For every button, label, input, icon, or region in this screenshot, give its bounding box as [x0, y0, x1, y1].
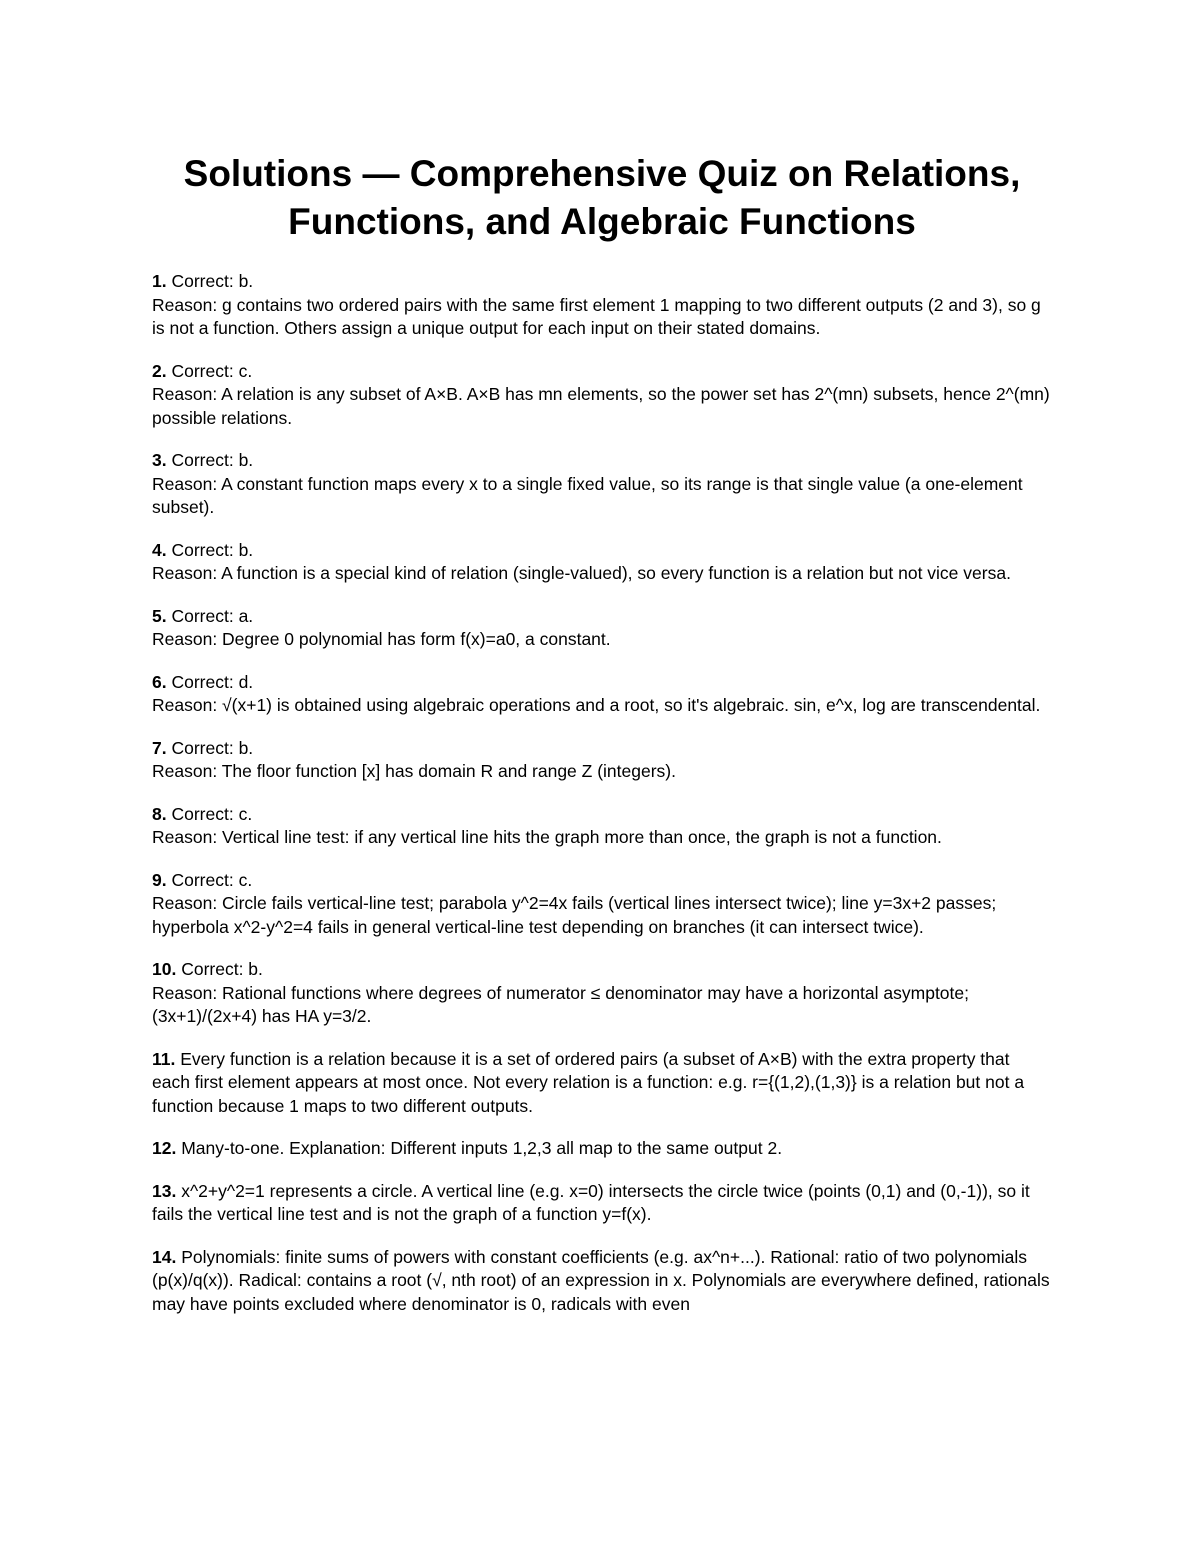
- item-text: Many-to-one. Explanation: Different inputs 1,2,3 all map to the same output 2.: [181, 1138, 783, 1158]
- item-answer: Correct: c.: [171, 803, 253, 824]
- item-answer: Correct: d.: [171, 671, 254, 692]
- item-number: 12.: [152, 1138, 177, 1158]
- solution-item-6: [152, 671, 1052, 718]
- solution-item-7: [152, 737, 1052, 784]
- item-reason: Reason: A function is a special kind of relation (single-valued), so every function is a relation but not vice versa.: [152, 563, 1011, 583]
- item-answer: Correct: c.: [171, 360, 253, 381]
- item-number: 11.: [152, 1048, 176, 1069]
- page-title-line-2: Functions, and Algebraic Functions: [288, 201, 916, 242]
- item-reason: Reason: Rational functions where degrees of numerator ≤ denominator may have a horizontal asymptote; (3x+1)/(2x+4) has HA y=3/2.: [152, 982, 969, 1026]
- item-number: 13.: [152, 1180, 177, 1201]
- item-reason: Reason: Vertical line test: if any vertical line hits the graph more than once, the graph is not a function.: [152, 827, 942, 847]
- item-reason: Reason: A relation is any subset of A×B. A×B has mn elements, so the power set has 2^(mn) subsets, hence 2^(mn) possible relations.: [152, 384, 1050, 428]
- item-number: 5.: [152, 605, 167, 626]
- page-title: [152, 150, 1052, 246]
- solution-item-12: [152, 1137, 1052, 1161]
- item-reason: Reason: g contains two ordered pairs with the same first element 1 mapping to two different outputs (2 and 3), so g is not a function. Others assign a unique output for each input on their stated domains.: [152, 294, 1041, 338]
- item-number: 8.: [152, 803, 167, 824]
- item-answer: Correct: a.: [171, 605, 254, 626]
- item-number: 6.: [152, 671, 167, 692]
- item-answer: Correct: b.: [181, 959, 263, 979]
- item-number: 9.: [152, 869, 167, 890]
- item-number: 3.: [152, 450, 167, 470]
- solution-item-8: [152, 803, 1052, 850]
- solution-item-5: [152, 605, 1052, 652]
- item-number: 1.: [152, 271, 167, 291]
- item-number: 7.: [152, 737, 167, 758]
- solution-item-10: [152, 958, 1052, 1029]
- solution-item-14: [152, 1246, 1052, 1317]
- item-answer: Correct: b.: [171, 539, 254, 560]
- document-page: [152, 150, 1052, 1335]
- item-number: 4.: [152, 539, 167, 560]
- solution-item-1: [152, 270, 1052, 341]
- item-number: 10.: [152, 959, 177, 979]
- solution-item-9: [152, 869, 1052, 940]
- item-answer: Correct: b.: [171, 271, 254, 291]
- item-reason: Reason: Circle fails vertical-line test; parabola y^2=4x fails (vertical lines intersect twice); line y=3x+2 passes; hyperbola x^2-y^2=4 fails in general vertical-line test depending on branches (it can intersect twice).: [152, 893, 997, 937]
- solution-item-13: [152, 1180, 1052, 1227]
- item-text: Polynomials: finite sums of powers with constant coefficients (e.g. ax^n+...). Rational: ratio of two polynomials (p(x)/q(x)). Radical: contains a root (√, nth root) of an expression in x. Polynomials are everywhere defined, rationals may have points excluded where denominator is 0, radicals with even: [152, 1246, 1050, 1314]
- item-answer: Correct: b.: [171, 450, 254, 470]
- item-text: x^2+y^2=1 represents a circle. A vertical line (e.g. x=0) intersects the circle twice (points (0,1) and (0,-1)), so it fails the vertical line test and is not the graph of a function y=f(x).: [152, 1180, 1030, 1224]
- item-reason: Reason: The floor function [x] has domain R and range Z (integers).: [152, 761, 676, 781]
- item-text: Every function is a relation because it is a set of ordered pairs (a subset of A×B) with the extra property that each first element appears at most once. Not every relation is a function: e.g. r={(1,2),(1,3)} is a relation but not a function because 1 maps to two different outputs.: [152, 1048, 1025, 1116]
- solution-item-4: [152, 539, 1052, 586]
- page-title-line-1: Solutions — Comprehensive Quiz on Relations,: [183, 153, 1021, 194]
- solution-item-11: [152, 1048, 1052, 1119]
- item-reason: Reason: Degree 0 polynomial has form f(x)=a0, a constant.: [152, 629, 611, 649]
- solution-item-2: [152, 360, 1052, 431]
- item-answer: Correct: c.: [171, 869, 253, 890]
- item-reason: Reason: A constant function maps every x to a single fixed value, so its range is that single value (a one-element subset).: [152, 473, 1023, 517]
- item-answer: Correct: b.: [171, 737, 254, 758]
- item-reason: Reason: √(x+1) is obtained using algebraic operations and a root, so it's algebraic. sin, e^x, log are transcendental.: [152, 695, 1041, 715]
- item-number: 14.: [152, 1246, 177, 1267]
- solution-item-3: [152, 449, 1052, 520]
- item-number: 2.: [152, 360, 167, 381]
